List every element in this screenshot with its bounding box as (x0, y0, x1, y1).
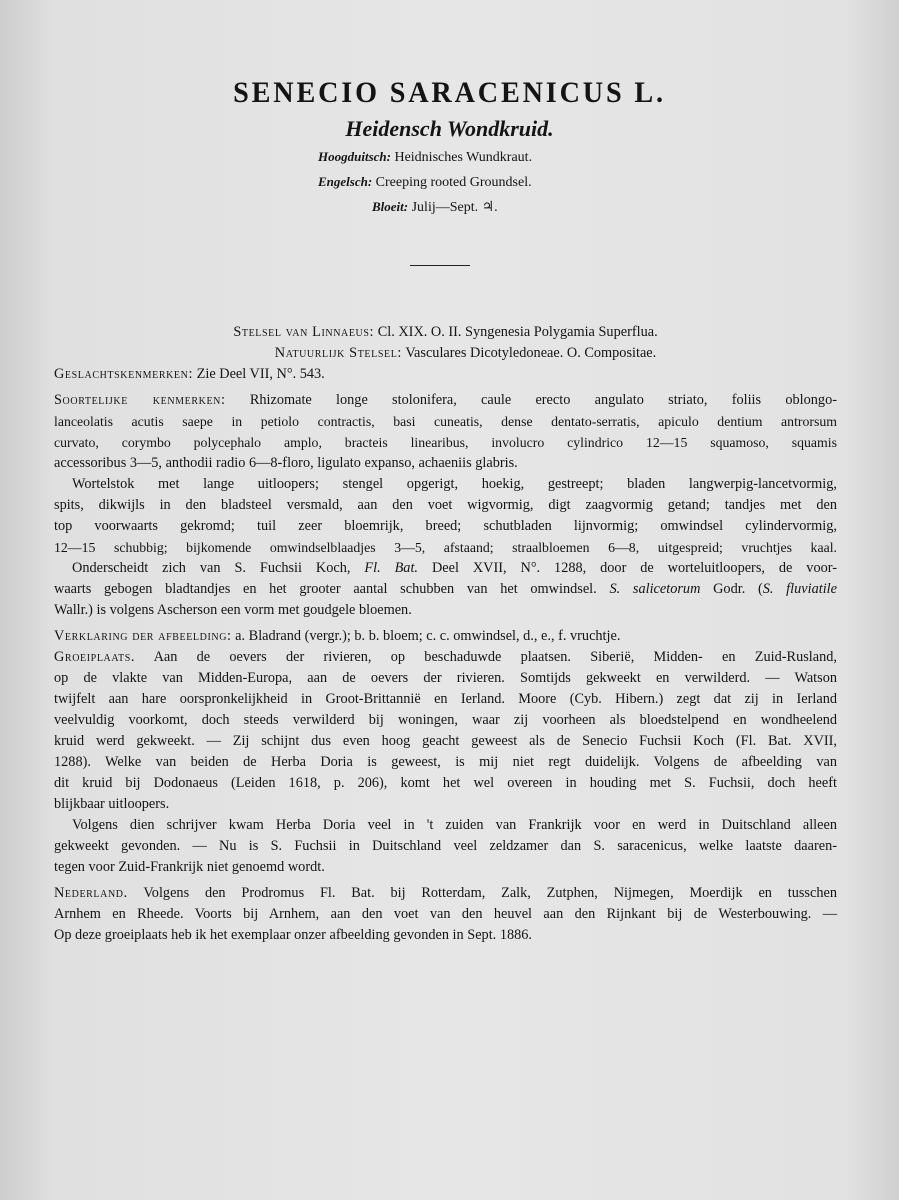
distinction-line: Wallr.) is volgens Ascherson een vorm met goudgele bloemen. (54, 602, 412, 618)
netherlands-line: Op deze groeiplaats heb ik het exemplaar onzer afbeelding gevonden in Sept. 1886. (54, 927, 532, 943)
natural-value: Vasculares Dicotyledoneae. O. Compositae. (405, 345, 657, 361)
species-dutch-line: spits, dikwijls in den bladsteel versmald, aan den voet wigvormig, digt zaagvormig getand; tandjes met den (54, 497, 837, 513)
genus-value: Zie Deel VII, N°. 543. (196, 366, 325, 382)
english-value: Creeping rooted Groundsel. (375, 175, 532, 190)
natural-system (54, 343, 837, 364)
species-latin-text: Rhizomate longe stolonifera, caule erecto angulato striato, foliis oblongo- (249, 392, 837, 408)
figure-legend (54, 626, 837, 647)
vernacular-name: Heidensch Wondkruid. (345, 116, 554, 141)
distinction-text: Onderscheidt zich van S. Fuchsii Koch, (72, 560, 351, 576)
species-latin-line: curvato, corymbo polycephalo amplo, bracteis linearibus, involucro cylindrico 12—15 squamoso, squamis (54, 435, 837, 450)
species-dutch-line: top voorwaarts gekromd; tuil zeer bloemrijk, breed; schutbladen lijnvormig; omwindsel cylindervormig, (54, 518, 837, 534)
habitat-line: Volgens dien schrijver kwam Herba Doria veel in 't zuiden van Frankrijk voor en werd in Duitschland alleen (72, 817, 837, 833)
species-latin-line: lanceolatis acutis saepe in petiolo contractis, basi cuneatis, dense dentato-serratis, apiculo dentium antrorsum (54, 414, 837, 429)
distinction-text: waarts gebogen bladtandjes en het grooter aantal schubben van het omwindsel. (54, 581, 597, 597)
habitat-line: kruid werd gekweekt. — Zij schijnt dus even hoog geacht geweest als de Senecio Fuchsii Koch (Fl. Bat. XVII, (54, 733, 837, 749)
netherlands-label: Nederland. (54, 885, 128, 901)
genus-characteristics (54, 364, 837, 385)
description-body (54, 322, 837, 946)
german-value: Heidnisches Wundkraut. (394, 150, 533, 165)
figure-legend-text: a. Bladrand (vergr.); b. b. bloem; c. c. omwindsel, d., e., f. vruchtje. (235, 628, 621, 644)
species-latin-line (54, 390, 837, 411)
distinction-line (54, 558, 837, 579)
distinction-text: Deel XVII, N°. 1288, door de worteluitloopers, de voor- (431, 560, 837, 576)
german-name (318, 149, 532, 166)
habitat-line: tegen voor Zuid-Frankrijk niet genoemd wordt. (54, 859, 325, 875)
distinction-line (54, 579, 837, 600)
habitat-line: veelvuldig voorkomt, doch steeds verwilderd bij woningen, waar zij voorheen als bloedstelpend en wondheelend (54, 712, 837, 728)
habitat-line: dit kruid bij Dodonaeus (Leiden 1618, p. 206), komt het wel overeen in houding met S. Fuchsii, doch heeft (54, 775, 837, 791)
bloom-period (372, 199, 498, 216)
linnaeus-value: Cl. XIX. O. II. Syngenesia Polygamia Superflua. (377, 324, 658, 340)
distinction-text: Godr. ( (713, 581, 763, 597)
netherlands-text: Volgens den Prodromus Fl. Bat. bij Rotterdam, Zalk, Zutphen, Nijmegen, Moerdijk en tusschen (143, 885, 837, 901)
linnaeus-label: Stelsel van Linnaeus: (233, 324, 375, 340)
species-latin-line: accessoribus 3—5, anthodii radio 6—8-floro, ligulato expanso, achaeniis glabris. (54, 455, 518, 471)
netherlands-line: Arnhem en Rheede. Voorts bij Arnhem, aan den voet van den heuvel aan den Rijnkant bij de Westerbouwing. — (54, 906, 837, 922)
flora-ref: Fl. Bat. (364, 560, 419, 576)
habitat-line: 1288). Welke van beiden de Herba Doria is geweest, is mij niet regt duidelijk. Volgens de afbeelding van (54, 754, 837, 770)
habitat-text: Aan de oevers der rivieren, op beschaduwde plaatsen. Siberië, Midden- en Zuid-Rusland, (153, 649, 837, 665)
english-name (318, 174, 532, 191)
habitat-line: op de vlakte van Midden-Europa, aan de oevers der rivieren. Somtijds gekweekt en verwilderd. — Watson (54, 670, 837, 686)
bloom-value: Julij—Sept. ♃. (411, 200, 498, 215)
genus-label: Geslachtskenmerken: (54, 366, 194, 382)
habitat-line: twijfelt aan hare oorspronkelijkheid in Groot-Brittannië en Ierland. Moore (Cyb. Hibern.) zegt dat zij in Ierland (54, 691, 837, 707)
species-title: SENECIO SARACENICUS L. (233, 76, 666, 109)
habitat-label: Groeiplaats. (54, 649, 136, 665)
habitat-line: gekweekt gevonden. — Nu is S. Fuchsii in Duitschland veel zeldzamer dan S. saracenicus, welke laatste daaren- (54, 838, 837, 854)
netherlands-line (54, 883, 837, 904)
german-label: Hoogduitsch: (318, 149, 391, 164)
species-label: Soortelijke kenmerken: (54, 392, 226, 408)
title-divider (410, 265, 470, 266)
species-ref: S. salicetorum (609, 581, 701, 597)
linnaeus-system (54, 322, 837, 343)
bloom-label: Bloeit: (372, 199, 409, 214)
habitat-line (54, 647, 837, 668)
figure-legend-label: Verklaring der afbeelding: (54, 628, 232, 644)
english-label: Engelsch: (318, 174, 373, 189)
species-dutch-line: Wortelstok met lange uitloopers; stengel opgerigt, hoekig, gestreept; bladen langwerpig-lancetvormig, (72, 476, 837, 492)
natural-label: Natuurlijk Stelsel: (274, 345, 402, 361)
species-dutch-line: 12—15 schubbig; bijkomende omwindselblaadjes 3—5, afstaand; straalbloemen 6—8, uitgespreid; vruchtjes kaal. (54, 540, 837, 555)
species-ref: S. fluviatile (762, 581, 838, 597)
habitat-line: blijkbaar uitloopers. (54, 796, 170, 812)
